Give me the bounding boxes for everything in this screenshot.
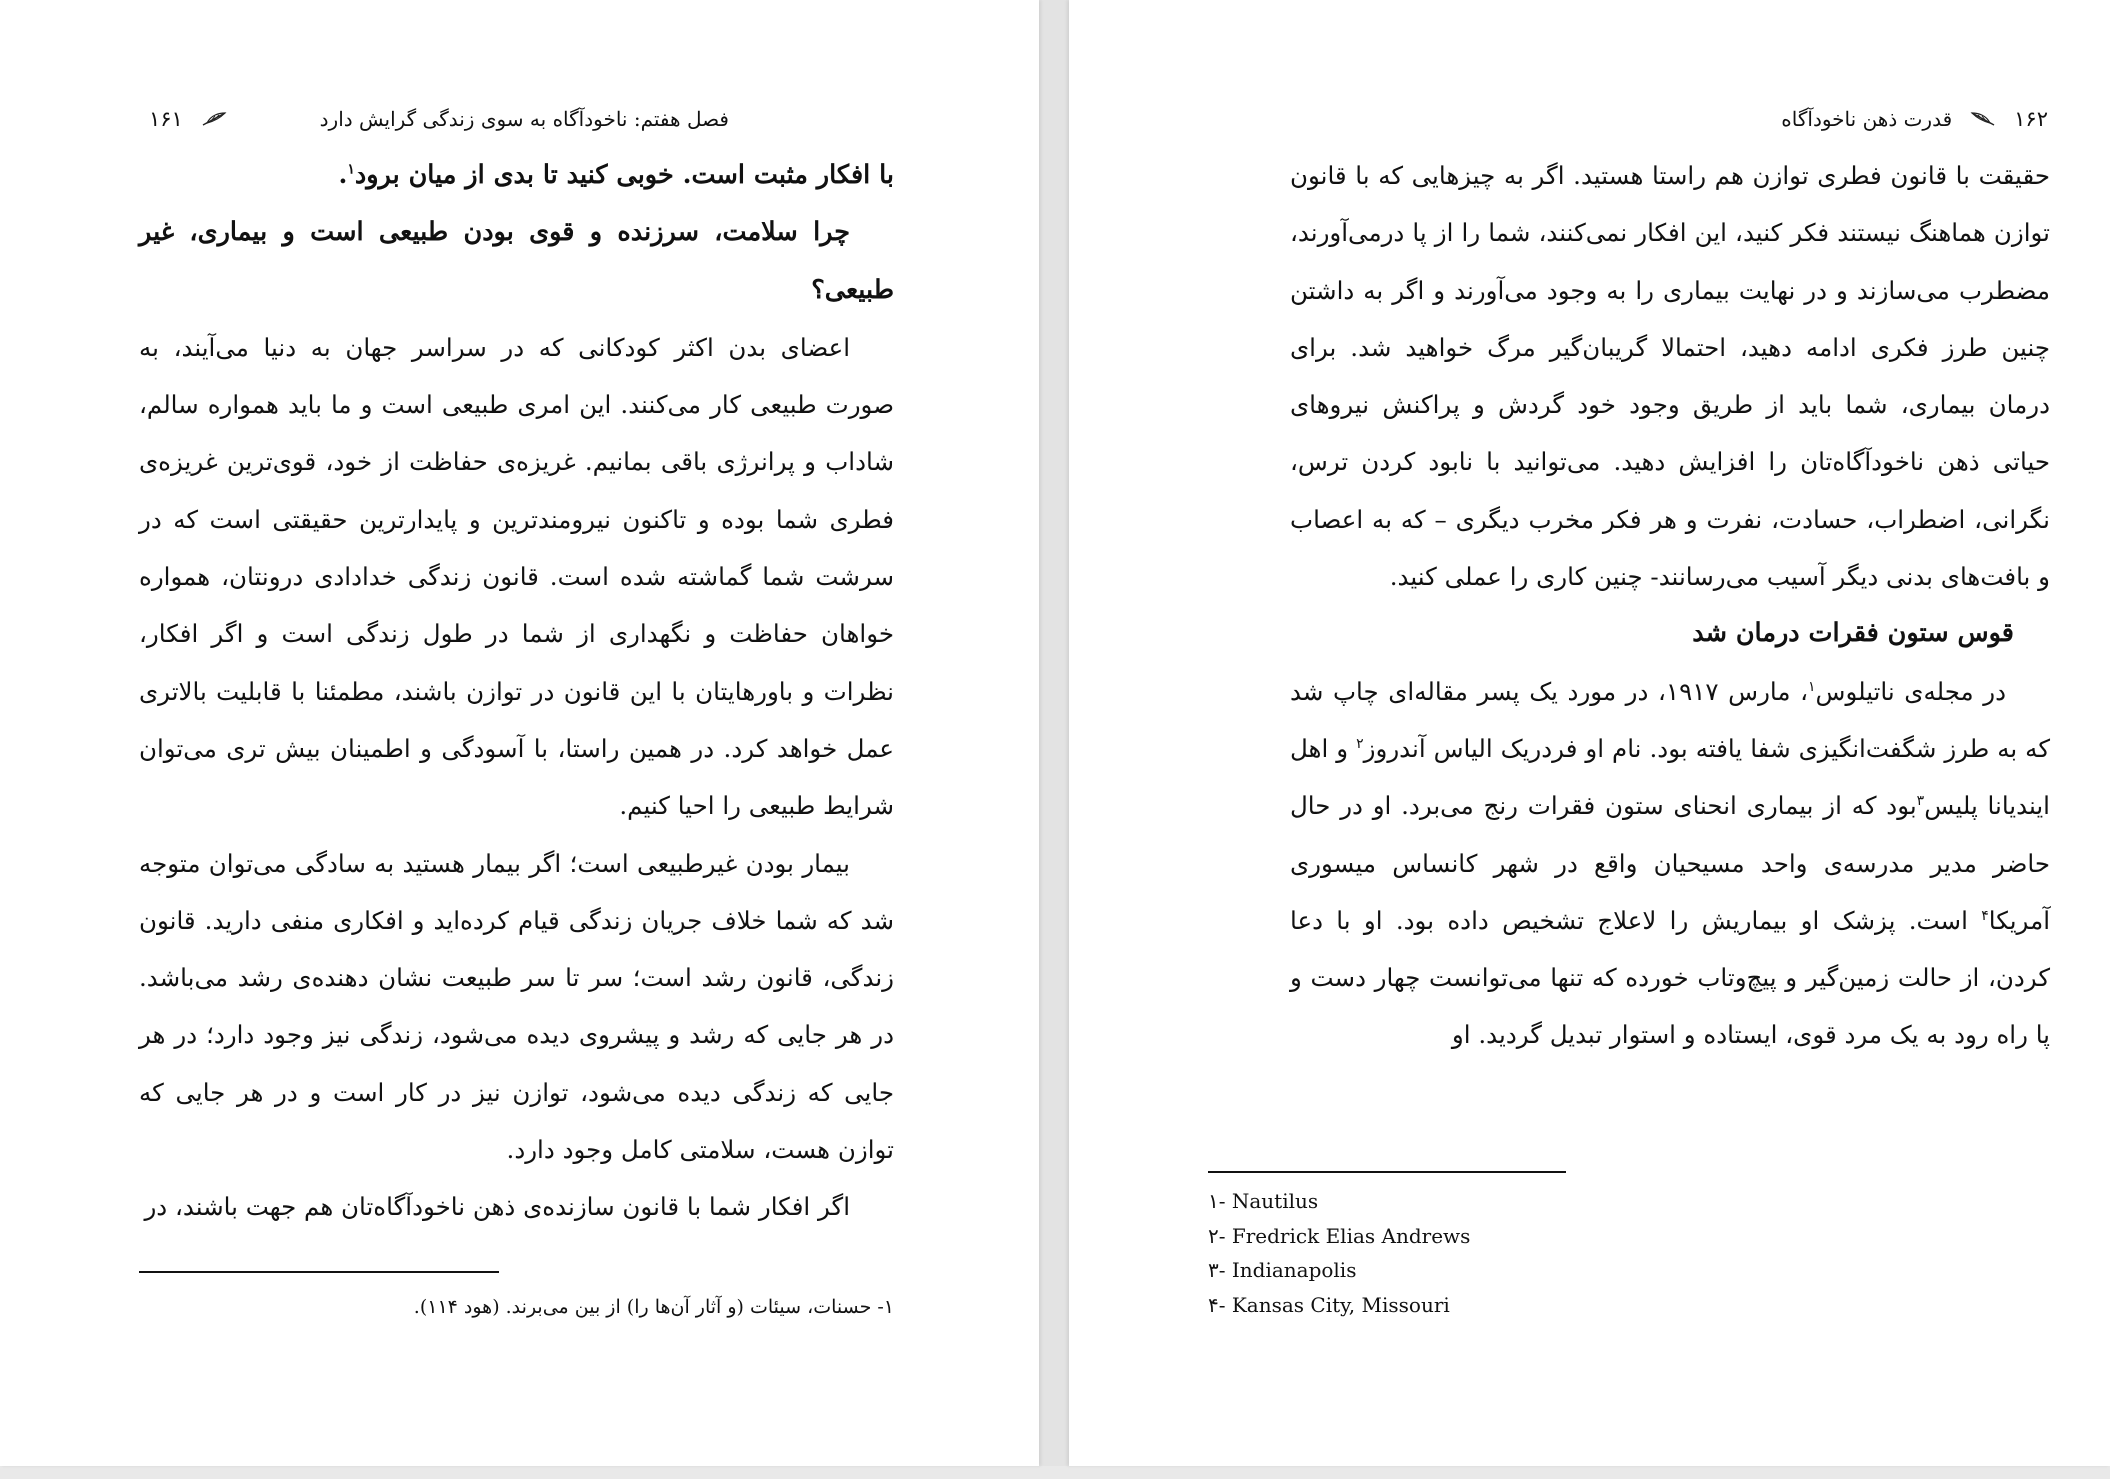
body-text-span: است. پزشک او بیماریش را لاعلاج تشخیص داده بود. او با دعا کردن، از حالت زمین‌گیر و پیچ‌وتاب خورده که تنها می‌توانست چهار دست و پا راه رود به یک مرد قوی، ایستاده و استوار تبدیل گردید. او [1290, 905, 2050, 1050]
page-gutter [1039, 0, 1069, 1479]
paragraph [1290, 663, 2050, 1064]
paragraph: بیمار بودن غیرطبیعی است؛ اگر بیمار هستید به سادگی می‌توان متوجه شد که شما خلاف جریان زندگی قیام کرده‌اید و افکاری منفی دارید. قانون زندگی، قانون رشد است؛ سر تا سر طبیعت نشان دهنده‌ی رشد می‌باشد. در هر جایی که رشد و پیشروی دیده می‌شود، زندگی نیز وجود دارد؛ در هر جایی که زندگی دیده می‌شود، توازن نیز در کار است و در هر جایی که توازن هست، سلامتی کامل وجود دارد. [139, 848, 894, 1165]
right-page [1069, 0, 2110, 1466]
left-page-header [149, 104, 729, 134]
paragraph: حقیقت با قانون فطری توازن هم راستا هستید. اگر به چیزهایی که با قانون توازن هماهنگ نیستند فکر کنید، این افکار نمی‌کنند، شما را از پا درمی‌آورند، مضطرب می‌سازند و در نهایت بیماری را به وجود می‌آورند و اگر به داشتن چنین طرز فکری ادامه دهید، احتمالا گریبان‌گیر مرگ خواهید شد. برای درمان بیماری، شما باید از طریق وجود خود گردش و پراکنش نیروهای حیاتی ذهن ناخودآگاه‌تان را افزایش دهید. می‌توانید با نابود کردن ترس، نگرانی، اضطراب، حسادت، نفرت و هر فکر مخرب دیگری – که به اعصاب و بافت‌های بدنی دیگر آسیب می‌رسانند- چنین کاری را عملی کنید. [1290, 161, 2050, 592]
page-number: ۱۶۱ [149, 107, 183, 131]
paragraph: اگر افکار شما با قانون سازنده‌ی ذهن ناخودآگاه‌تان هم جهت باشند، در [144, 1192, 850, 1222]
footnote-ref: ۱ [1808, 678, 1816, 695]
footnote-ref: ۱ [347, 161, 355, 178]
footnote-item: ۳- Indianapolis [1208, 1258, 1357, 1282]
footnote-divider [139, 1271, 499, 1273]
body-text-span: در مجله‌ی ناتیلوس [1815, 676, 2006, 706]
body-line: با افکار مثبت است. خوبی کنید تا بدی از میان برود$^۱$. [338, 160, 894, 190]
book-title: قدرت ذهن ناخودآگاه [1781, 107, 1953, 131]
right-page-header [1648, 104, 2048, 134]
feather-icon [201, 111, 227, 127]
footnote-item: ۴- Kansas City, Missouri [1208, 1292, 1450, 1317]
left-footnotes [139, 1290, 894, 1325]
section-heading: قوس ستون فقرات درمان شد [1692, 618, 2014, 649]
left-page-body [139, 147, 894, 1236]
body-text-span: بود که از بیماری انحنای ستون فقرات رنج می‌برد. او در حال حاضر مدیر مدرسه‌ی واحد مسیحیان واقع در شهر کانساس میسوری آمریکا [1290, 791, 2050, 935]
section-heading: چرا سلامت، سرزنده و قوی بودن طبیعی است و بیماری، غیر طبیعی؟ [139, 217, 894, 305]
page-number: ۱۶۲ [2014, 107, 2048, 131]
footnote-item: ۱- Nautilus [1208, 1189, 1319, 1213]
paragraph: اعضای بدن اکثر کودکانی که در سراسر جهان به دنیا می‌آیند، به صورت طبیعی کار می‌کنند. این امری طبیعی است و ما باید همواره سالم، شاداب و پرانرژی باقی بمانیم. غریزه‌ی حفاظت از خود، قوی‌ترین غریزه‌ی فطری شما بوده و تاکنون نیرومندترین و پایدارترین حقیقتی است که در سرشت شما گماشته شده است. قانون زندگی خدادادی درونتان، همواره خواهان حفاظت و نگهداری از شما در طول زندگی است و اگر افکار، نظرات و باورهایتان با این قانون در توازن باشند، مطمئنا با قابلیت بالاتری عمل خواهد کرد. در همین راستا، با آسودگی و اطمینان بیش تری می‌توان شرایط طبیعی را احیا کنیم. [139, 332, 894, 821]
footnote-ref: ۳ [1916, 793, 1925, 810]
right-page-body [1290, 147, 2050, 1064]
left-page [0, 0, 1039, 1466]
footnote-divider [1208, 1171, 1566, 1173]
chapter-title: فصل هفتم: ناخودآگاه به سوی زندگی گرایش دارد [319, 107, 729, 131]
footnote-item: ۲- Fredrick Elias Andrews [1208, 1223, 1471, 1248]
left-page-number-group [149, 107, 227, 131]
feather-icon [1970, 111, 1996, 127]
viewer-bottom-edge [0, 1466, 2110, 1479]
footnote-item: ۱- حسنات، سیئات (و آثار آن‌ها را) از بین می‌برند. (هود ۱۱۴). [413, 1296, 894, 1318]
body-text-span: با افکار مثبت است. خوبی کنید تا بدی از میان برود [354, 160, 894, 190]
body-text-span: ، مارس ۱۹۱۷، در مورد یک پسر مقاله‌ای چاپ شد که به طرز شگفت‌انگیزی شفا یافته بود. نام او فردریک الیاس آندروز [1290, 676, 2050, 763]
body-text-span: و اهل ایندیانا پلیس [1290, 733, 2050, 821]
footnote-ref: ۲ [1356, 735, 1364, 752]
right-footnotes [1208, 1184, 1708, 1322]
footnote-ref: ۴ [1981, 907, 1989, 924]
